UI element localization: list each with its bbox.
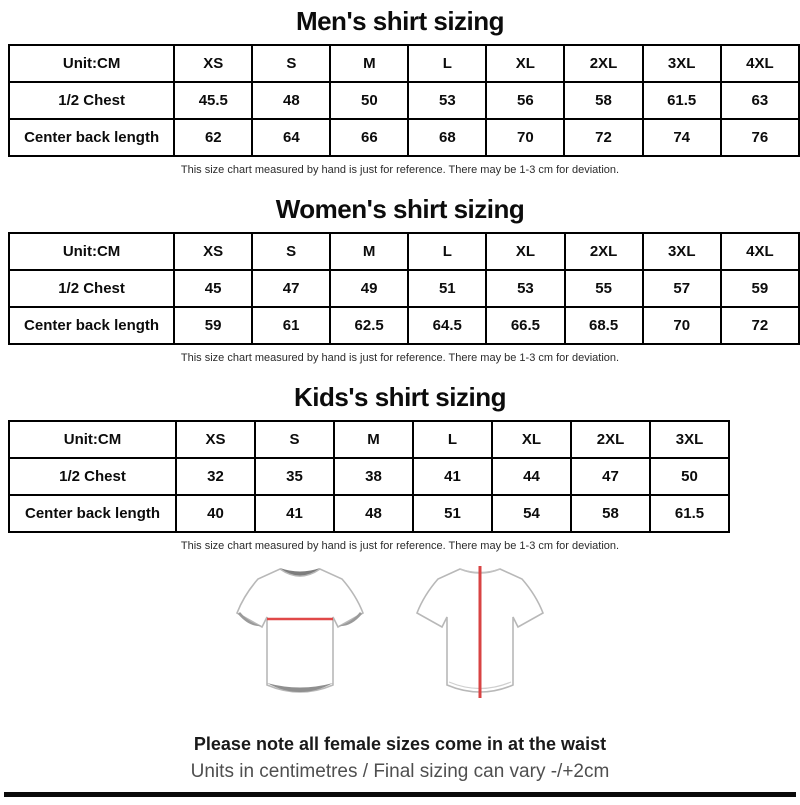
womens-size-table	[8, 232, 800, 345]
size-header-cell: XS	[174, 45, 252, 82]
value-cell: 45	[174, 270, 252, 307]
value-cell: 62.5	[330, 307, 408, 344]
size-header-cell: 3XL	[643, 233, 721, 270]
value-cell: 53	[408, 82, 486, 119]
size-header-cell: L	[408, 45, 486, 82]
size-header-cell: S	[252, 45, 330, 82]
size-header-cell: XS	[176, 421, 255, 458]
measurement-diagram	[0, 557, 790, 717]
value-cell: 38	[334, 458, 413, 495]
value-cell: 64.5	[408, 307, 486, 344]
value-cell: 66.5	[486, 307, 564, 344]
table-row	[9, 270, 799, 307]
size-header-cell: 2XL	[571, 421, 650, 458]
row-label-cell: Center back length	[9, 495, 176, 532]
value-cell: 76	[721, 119, 799, 156]
table-row	[9, 119, 799, 156]
mens-disclaimer-text: This size chart measured by hand is just for reference. There may be 1-3 cm for deviation.	[180, 164, 620, 176]
size-header-cell: M	[330, 233, 408, 270]
unit-header-cell: Unit:CM	[9, 421, 176, 458]
value-cell: 59	[174, 307, 252, 344]
table-header-row	[9, 45, 799, 82]
tshirt-back-icon	[410, 557, 550, 717]
size-header-cell: M	[330, 45, 408, 82]
womens-section-title: Women's shirt sizing	[275, 194, 525, 224]
size-header-cell: 3XL	[643, 45, 721, 82]
value-cell: 41	[413, 458, 492, 495]
value-cell: 56	[486, 82, 564, 119]
row-label-cell: Center back length	[9, 119, 174, 156]
mens-section-title: Men's shirt sizing	[295, 6, 505, 36]
mens-size-table	[8, 44, 800, 157]
value-cell: 47	[252, 270, 330, 307]
value-cell: 61.5	[643, 82, 721, 119]
female-sizing-note: Please note all female sizes come in at the waist	[193, 734, 607, 754]
value-cell: 61	[252, 307, 330, 344]
kids-disclaimer-text: This size chart measured by hand is just for reference. There may be 1-3 cm for deviation.	[180, 540, 620, 552]
value-cell: 55	[565, 270, 643, 307]
kids-size-table	[8, 420, 730, 533]
value-cell: 57	[643, 270, 721, 307]
womens-disclaimer-text: This size chart measured by hand is just for reference. There may be 1-3 cm for deviation.	[180, 352, 620, 364]
value-cell: 72	[721, 307, 799, 344]
value-cell: 51	[413, 495, 492, 532]
table-header-row	[9, 233, 799, 270]
size-header-cell: M	[334, 421, 413, 458]
value-cell: 74	[643, 119, 721, 156]
value-cell: 44	[492, 458, 571, 495]
value-cell: 70	[486, 119, 564, 156]
value-cell: 66	[330, 119, 408, 156]
size-header-cell: L	[413, 421, 492, 458]
size-header-cell: XL	[492, 421, 571, 458]
row-label-cell: 1/2 Chest	[9, 82, 174, 119]
table-row	[9, 307, 799, 344]
value-cell: 50	[330, 82, 408, 119]
size-header-cell: S	[255, 421, 334, 458]
value-cell: 59	[721, 270, 799, 307]
mens-sizing-section	[0, 5, 800, 177]
value-cell: 49	[330, 270, 408, 307]
kids-section-title: Kids's shirt sizing	[294, 382, 506, 412]
value-cell: 32	[176, 458, 255, 495]
value-cell: 64	[252, 119, 330, 156]
unit-header-cell: Unit:CM	[9, 45, 174, 82]
value-cell: 50	[650, 458, 729, 495]
size-header-cell: 2XL	[565, 233, 643, 270]
table-header-row	[9, 421, 729, 458]
size-header-cell: S	[252, 233, 330, 270]
size-header-cell: XL	[486, 45, 564, 82]
kids-sizing-section	[0, 381, 800, 553]
value-cell: 61.5	[650, 495, 729, 532]
row-label-cell: 1/2 Chest	[9, 458, 176, 495]
row-label-cell: Center back length	[9, 307, 174, 344]
table-row	[9, 495, 729, 532]
value-cell: 62	[174, 119, 252, 156]
value-cell: 40	[176, 495, 255, 532]
bottom-divider-bar	[4, 792, 796, 797]
value-cell: 53	[486, 270, 564, 307]
size-header-cell: 4XL	[721, 233, 799, 270]
size-header-cell: XS	[174, 233, 252, 270]
womens-sizing-section	[0, 193, 800, 365]
value-cell: 47	[571, 458, 650, 495]
value-cell: 35	[255, 458, 334, 495]
value-cell: 72	[564, 119, 642, 156]
value-cell: 70	[643, 307, 721, 344]
size-header-cell: XL	[486, 233, 564, 270]
table-row	[9, 82, 799, 119]
value-cell: 51	[408, 270, 486, 307]
table-row	[9, 458, 729, 495]
value-cell: 58	[571, 495, 650, 532]
value-cell: 68	[408, 119, 486, 156]
row-label-cell: 1/2 Chest	[9, 270, 174, 307]
value-cell: 68.5	[565, 307, 643, 344]
units-note: Units in centimetres / Final sizing can vary -/+2cm	[190, 761, 610, 782]
tshirt-front-outline	[237, 569, 363, 692]
value-cell: 45.5	[174, 82, 252, 119]
tshirt-front-icon	[230, 557, 370, 717]
size-header-cell: 2XL	[564, 45, 642, 82]
size-header-cell: L	[408, 233, 486, 270]
size-header-cell: 4XL	[721, 45, 799, 82]
size-header-cell: 3XL	[650, 421, 729, 458]
value-cell: 48	[334, 495, 413, 532]
value-cell: 48	[252, 82, 330, 119]
value-cell: 63	[721, 82, 799, 119]
unit-header-cell: Unit:CM	[9, 233, 174, 270]
value-cell: 58	[564, 82, 642, 119]
value-cell: 41	[255, 495, 334, 532]
value-cell: 54	[492, 495, 571, 532]
